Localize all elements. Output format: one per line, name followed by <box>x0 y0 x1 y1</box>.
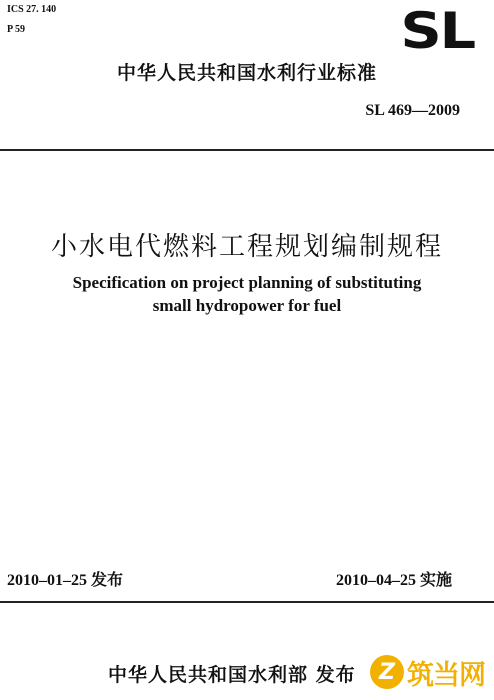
standard-number: SL 469—2009 <box>365 102 460 119</box>
industry-standard-heading: 中华人民共和国水利行业标准 <box>116 62 377 84</box>
implement-date: 2010–04–25 实施 <box>335 572 452 589</box>
sl-logo: SL <box>400 2 474 60</box>
issuer: 中华人民共和国水利部 发布 <box>108 664 356 686</box>
p-code: P 59 <box>7 24 26 35</box>
header-divider <box>0 149 494 151</box>
publish-date: 2010–01–25 发布 <box>7 572 124 589</box>
title-english-line-1: Specification on project planning of substituting <box>72 273 422 292</box>
watermark-z-icon: Z <box>370 655 404 689</box>
title-chinese: 小水电代燃料工程规划编制规程 <box>50 232 443 262</box>
watermark-text: 筑当网 <box>407 659 485 691</box>
watermark-logo <box>370 650 488 694</box>
title-english-line-2: small hydropower for fuel <box>152 296 342 315</box>
ics-code: ICS 27. 140 <box>7 4 57 15</box>
footer-divider <box>0 601 494 603</box>
